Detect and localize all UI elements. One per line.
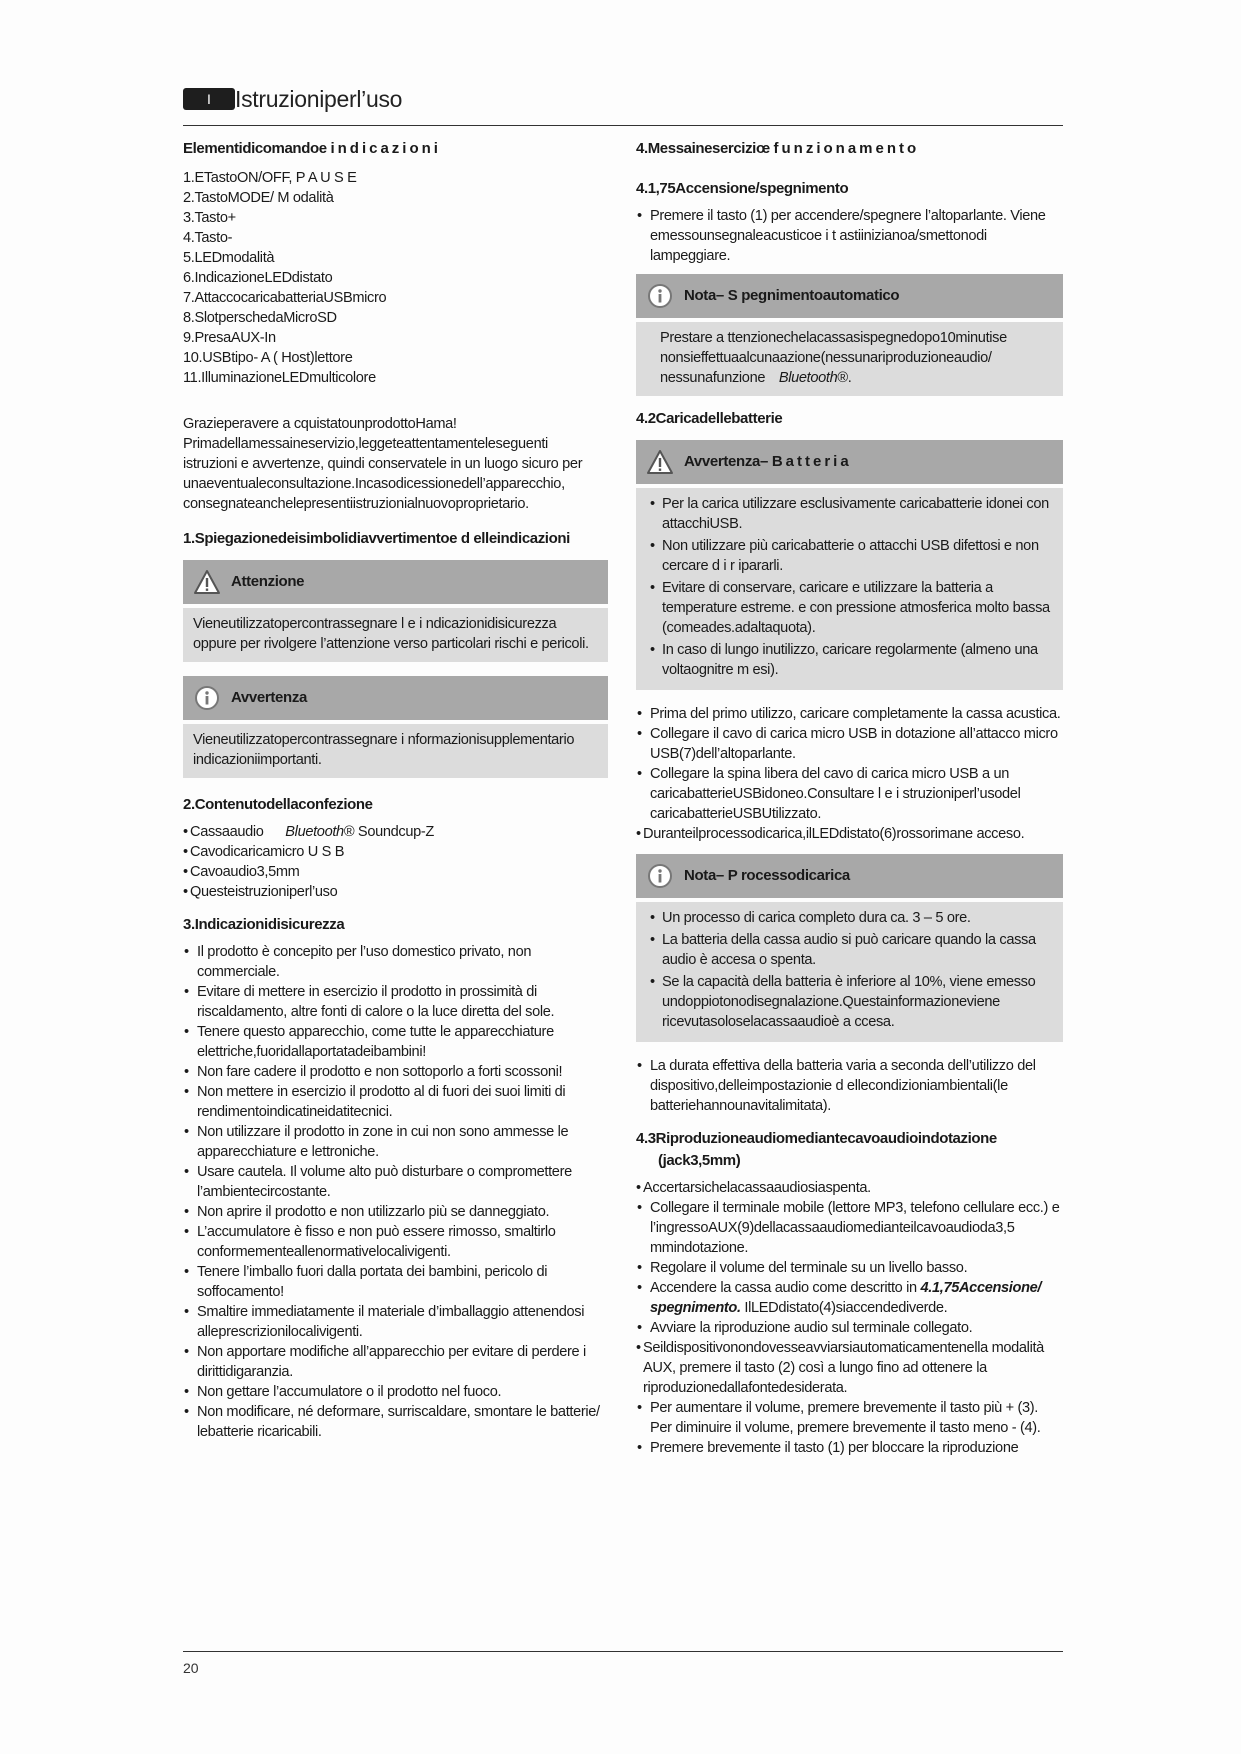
note-text [660,368,1053,388]
section-4-3-heading-line1: 4.3Riproduzioneaudiomediantecavoaudioindotazione [636,1130,997,1147]
list-item: • In caso di lungo inutilizzo, caricare regolarmente (almeno una voltaognitre m esi). [644,640,1053,680]
battery-warning-title-b: Batteria [771,453,852,470]
list-item: • Accertarsichelacassaaudiosiaspenta. [636,1178,1063,1198]
page-header [183,86,1063,126]
list-item: • Avviare la riproduzione audio sul terminale collegato. [636,1318,1063,1338]
list-item: 6.IndicazioneLEDdistato [183,270,333,286]
list-item: • Cavodicaricamicro U S B [183,842,608,862]
page-number: 20 [183,1660,199,1676]
battery-duration-list [636,1056,1063,1116]
package-item-text: Cassaaudio [190,824,264,840]
controls-heading-b: indicazioni [330,140,441,157]
list-item: • Non utilizzare più caricabatterie o attacchi USB difettosi e non cercare d i r ipararli. [644,536,1053,576]
charging-list [636,704,1063,824]
intro-line: consegnateanchelepresentiistruzionialnuovoproprietario. [183,496,529,512]
section-4-3-heading-line2: (jack3,5mm) [658,1152,741,1169]
right-column [636,138,1063,1458]
bluetooth-brand: Bluetooth [778,370,838,386]
footer-divider [183,1651,1063,1652]
info-icon [646,283,674,309]
note-title: Avvertenza [231,689,307,706]
list-item: 7.AttaccocaricabatteriaUSBmicro [183,290,387,306]
charging-note-body [636,902,1063,1042]
note-text-part: ®. [837,370,852,386]
list-item: 5.LEDmodalità [183,250,275,266]
list-item: • Collegare il cavo di carica micro USB in dotazione all’attacco micro USB(7)dell’altoparlante. [636,724,1063,764]
attention-text: Vieneutilizzatopercontrassegnare l e i ndicazionidisicurezza [193,616,557,632]
aux-list-d [636,1398,1063,1458]
section-2-heading: 2.Contenutodellaconfezione [183,796,373,813]
aux-list-a [636,1178,1063,1198]
cross-reference: 4.1,75Accensione/ spegnimento. [650,1280,1042,1316]
warning-triangle-icon [646,449,674,475]
auto-off-note-body [636,322,1063,396]
aux-list-c [636,1338,1063,1398]
list-item: 10.USBtipo- A ( Host)lettore [183,350,353,366]
note-text: nonsieffettuaalcunaazione(nessunariproduzioneaudio/ [660,350,992,366]
warning-triangle-icon [193,569,221,595]
list-item: • Il prodotto è concepito per l’uso domestico privato, non commerciale. [183,942,608,982]
list-item: • Evitare di conservare, caricare e utilizzare la batteria a temperature estreme. e con pressione atmosferica molto bassa (comeades.adaltaquota). [644,578,1053,638]
list-item [183,822,608,842]
auto-off-note-title: Nota– S pegnimentoautomatico [684,287,900,304]
list-item: • Per aumentare il volume, premere brevemente il tasto più + (3). Per diminuire il volume, premere brevemente il tasto meno - (4). [636,1398,1063,1438]
info-icon [193,685,221,711]
list-item: • Tenere l’imballo fuori dalla portata dei bambini, pericolo di soffocamento! [183,1262,608,1302]
section-1-heading: 1.Spiegazionedeisimbolidiavvertimentoe d elleindicazioni [183,530,570,547]
note-text: Prestare a ttenzionechelacassasispegnedopo10minutise [660,330,1007,346]
charging-note-title: Nota– P rocessodicarica [684,867,850,884]
list-item: • Regolare il volume del terminale su un livello basso. [636,1258,1063,1278]
language-tag: I [183,88,235,110]
list-item: • Duranteilprocessodicarica,ilLEDdistato(6)rossorimane acceso. [636,824,1063,844]
list-item: 3.Tasto+ [183,210,236,226]
note-text: indicazioniimportanti. [193,752,322,768]
list-item: • Se la capacità della batteria è inferiore al 10%, viene emesso undoppiotonodisegnalazione.Questainformazioneviene ricevutasoloselacassaaudioè a ccesa. [644,972,1053,1032]
list-item: 2.TastoMODE/ M odalità [183,190,334,206]
note-text-part: nessunafunzione [660,370,766,386]
list-item: • Non mettere in esercizio il prodotto al di fuori dei suoi limiti di rendimentoindicatineidatitecnici. [183,1082,608,1122]
list-item: • Collegare la spina libera del cavo di carica micro USB a un caricabatterieUSBidoneo.Consultare l e i struzioniperl’usodel caricabatterieUSBUtilizzato. [636,764,1063,824]
controls-heading [183,138,608,160]
package-list [183,822,608,902]
charging-led-list [636,824,1063,844]
list-item: • Smaltire immediatamente il materiale d’imballaggio attenendosi alleprescrizionilocalivigenti. [183,1302,608,1342]
list-item: 1.ETastoON/OFF, P A U S E [183,170,357,186]
intro-line: istruzioni e avvertenze, quindi conservatele in un luogo sicuro per [183,456,583,472]
list-item: • Non gettare l’accumulatore o il prodotto nel fuoco. [183,1382,608,1402]
list-item: 9.PresaAUX-In [183,330,276,346]
battery-warning-header [636,440,1063,484]
list-item: • Questeistruzioniperl’uso [183,882,608,902]
list-item: • Tenere questo apparecchio, come tutte le apparecchiature elettriche,fuoridallaportatadeibambini! [183,1022,608,1062]
info-icon [646,863,674,889]
list-item: • Per la carica utilizzare esclusivamente caricabatterie idonei con attacchiUSB. [644,494,1053,534]
attention-box-header [183,560,608,604]
note-box-header [183,676,608,720]
controls-list [183,168,608,388]
list-item: • Usare cautela. Il volume alto può disturbare o compromettere l’ambientecircostante. [183,1162,608,1202]
intro-line: Grazieperavere a cquistatounprodottoHama! [183,416,457,432]
list-item: • Non modificare, né deformare, surriscaldare, smontare le batterie/ lebatterie ricaricabili. [183,1402,608,1442]
list-item: • L’accumulatore è fisso e non può essere rimosso, smaltirlo conformementeallenormativelocalivigenti. [183,1222,608,1262]
attention-box [183,560,608,662]
package-item-model: ® Soundcup-Z [343,824,434,840]
battery-warning-box [636,440,1063,690]
list-item: • Seildispositivonondovesseavviarsiautomaticamentenella modalità AUX, premere il tasto (2) così a lungo fino ad ottenere la riproduzionedallafontedesiderata. [636,1338,1063,1398]
list-item: • Premere brevemente il tasto (1) per bloccare la riproduzione [636,1438,1063,1458]
header-divider [183,125,1063,126]
list-item: • Non fare cadere il prodotto e non sottoporlo a forti scossoni! [183,1062,608,1082]
list-item: 11.IlluminazioneLEDmulticolore [183,370,376,386]
list-item: • Evitare di mettere in esercizio il prodotto in prossimità di riscaldamento, altre fonti di calore o la luce diretta del sole. [183,982,608,1022]
intro-line: Primadellamessaineservizio,leggeteattentamenteleseguenti [183,436,548,452]
list-item: • Prima del primo utilizzo, caricare completamente la cassa acustica. [636,704,1063,724]
note-text: Vieneutilizzatopercontrassegnare i nformazionisupplementario [193,732,575,748]
controls-heading-a: Elementidicomandoe [183,140,327,157]
list-item: • Collegare il terminale mobile (lettore MP3, telefono cellulare ecc.) e l’ingressoAUX(9)dellacassaaudiomedianteilcavoaudioda3,5 mmindotazione. [636,1198,1063,1258]
charging-note-box [636,854,1063,1042]
list-item-text: IlLEDdistato(4)siaccendediverde. [744,1300,948,1316]
list-item: • La durata effettiva della batteria varia a seconda dell’utilizzo del dispositivo,delleimpostazionie d ellecondizioniambientali(le batteriehannounavitalimitata). [636,1056,1063,1116]
list-item: 8.SlotperschedaMicroSD [183,310,337,326]
list-item: • Cavoaudio3,5mm [183,862,608,882]
note-box-body [183,724,608,778]
battery-warning-title-a: Avvertenza– [684,453,768,470]
bluetooth-brand: Bluetooth [285,824,344,840]
aux-list-b [636,1198,1063,1338]
section-4-heading-b: funzionamento [773,140,920,157]
section-4-heading [636,138,1063,160]
attention-text: oppure per rivolgere l’attenzione verso particolari rischi e pericoli. [193,636,589,652]
list-item: • Non utilizzare il prodotto in zone in cui non sono ammesse le apparecchiature e lettroniche. [183,1122,608,1162]
section-4-3-heading [636,1128,1063,1172]
list-item: • La batteria della cassa audio si può caricare quando la cassa audio è accesa o spenta. [644,930,1053,970]
attention-box-body [183,608,608,662]
list-item [636,1278,1063,1318]
list-item: 4.Tasto- [183,230,233,246]
intro-line: unaeventualeconsultazione.Incasodicessionedell’apparecchio, [183,476,565,492]
charging-note-header [636,854,1063,898]
list-item: • Non apportare modifiche all’apparecchio per evitare di perdere i dirittidigaranzia. [183,1342,608,1382]
battery-warning-body [636,488,1063,690]
section-4-2-heading: 4.2Caricadellebatterie [636,410,783,427]
note-box [183,676,608,778]
power-list [636,206,1063,266]
safety-list [183,942,608,1442]
auto-off-note-header [636,274,1063,318]
left-column [183,138,608,1442]
auto-off-note-box [636,274,1063,396]
intro-paragraph [183,414,608,514]
section-4-heading-a: 4.Messaineserciziœ [636,140,770,157]
attention-title: Attenzione [231,573,305,590]
list-item: • Un processo di carica completo dura ca. 3 – 5 ore. [644,908,1053,928]
section-3-heading: 3.Indicazionidisicurezza [183,916,345,933]
section-4-1-heading: 4.1,75Accensione/spegnimento [636,180,849,197]
list-item: • Premere il tasto (1) per accendere/spegnere l’altoparlante. Viene emessounsegnaleacusticoe i t astiinizianoa/smettonodi lampeggiare. [636,206,1063,266]
list-item-text: Accendere la cassa audio come descritto in [650,1280,917,1296]
page-title: Istruzioniperl’uso [235,86,403,112]
list-item: • Non aprire il prodotto e non utilizzarlo più se danneggiato. [183,1202,608,1222]
